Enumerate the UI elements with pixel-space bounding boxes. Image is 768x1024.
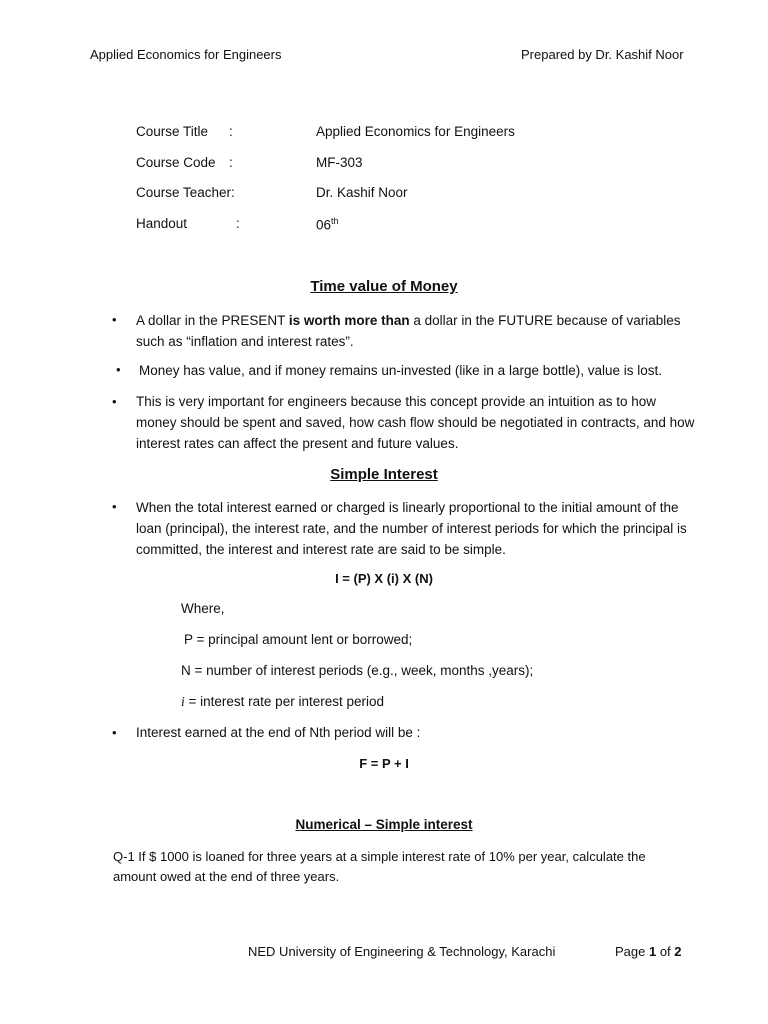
bullet-marker: • — [112, 312, 117, 327]
definition-principal: P = principal amount lent or borrowed; — [184, 632, 413, 647]
formula-future-value: F = P + I — [359, 756, 409, 771]
course-teacher-value: Dr. Kashif Noor — [316, 185, 408, 200]
handout-label: Handout — [136, 216, 188, 231]
paragraph-money-value: Money has value, and if money remains un-invested (like in a large bottle), value is lost. — [139, 363, 663, 378]
section-heading-numerical: Numerical – Simple interest — [295, 817, 473, 832]
bullet-marker: • — [112, 499, 117, 514]
definition-interest-rate: i = interest rate per interest period — [181, 694, 384, 709]
where-label: Where, — [181, 601, 225, 616]
paragraph-simple-interest-definition: When the total interest earned or charged is linearly proportional to the initial amount of the loan (principal), the interest rate, and the number of interest periods for which the principal is committed, the interest and interest rate are said to be simple. — [136, 500, 687, 557]
paragraph-present-vs-future: A dollar in the PRESENT is worth more than a dollar in the FUTURE because of variables such as “inflation and interest rates”. — [136, 313, 681, 349]
section-heading-time-value: Time value of Money — [310, 278, 458, 295]
course-teacher-label: Course Teacher: — [136, 185, 235, 200]
course-title-colon: : — [229, 124, 233, 139]
paragraph-engineers-importance: This is very important for engineers because this concept provide an intuition as to how money should be spent and saved, how cash flow should be negotiated in contracts, and how interest rates can affect the present and future values. — [136, 394, 695, 451]
paragraph-interest-earned: Interest earned at the end of Nth period will be : — [136, 725, 421, 740]
question-1: Q-1 If $ 1000 is loaned for three years at a simple interest rate of 10% per year, calculate the amount owed at the end of three years. — [113, 849, 646, 884]
course-code-label: Course Code — [136, 155, 216, 170]
handout-colon: : — [236, 216, 240, 231]
handout-value: 06th — [316, 216, 339, 233]
definition-periods: N = number of interest periods (e.g., week, months ,years); — [181, 663, 534, 678]
section-heading-simple-interest: Simple Interest — [330, 466, 438, 483]
course-code-value: MF-303 — [316, 155, 363, 170]
bullet-marker: • — [112, 394, 117, 409]
footer-page-number: Page 1 of 2 — [615, 944, 682, 959]
header-right: Prepared by Dr. Kashif Noor — [521, 47, 684, 62]
course-code-colon: : — [229, 155, 233, 170]
bullet-marker: • — [116, 362, 121, 377]
footer-institution: NED University of Engineering & Technology, Karachi — [248, 944, 556, 959]
header-left: Applied Economics for Engineers — [90, 47, 282, 62]
course-title-value: Applied Economics for Engineers — [316, 124, 515, 139]
bullet-marker: • — [112, 725, 117, 740]
course-title-label: Course Title — [136, 124, 209, 139]
formula-simple-interest: I = (P) X (i) X (N) — [335, 571, 433, 586]
